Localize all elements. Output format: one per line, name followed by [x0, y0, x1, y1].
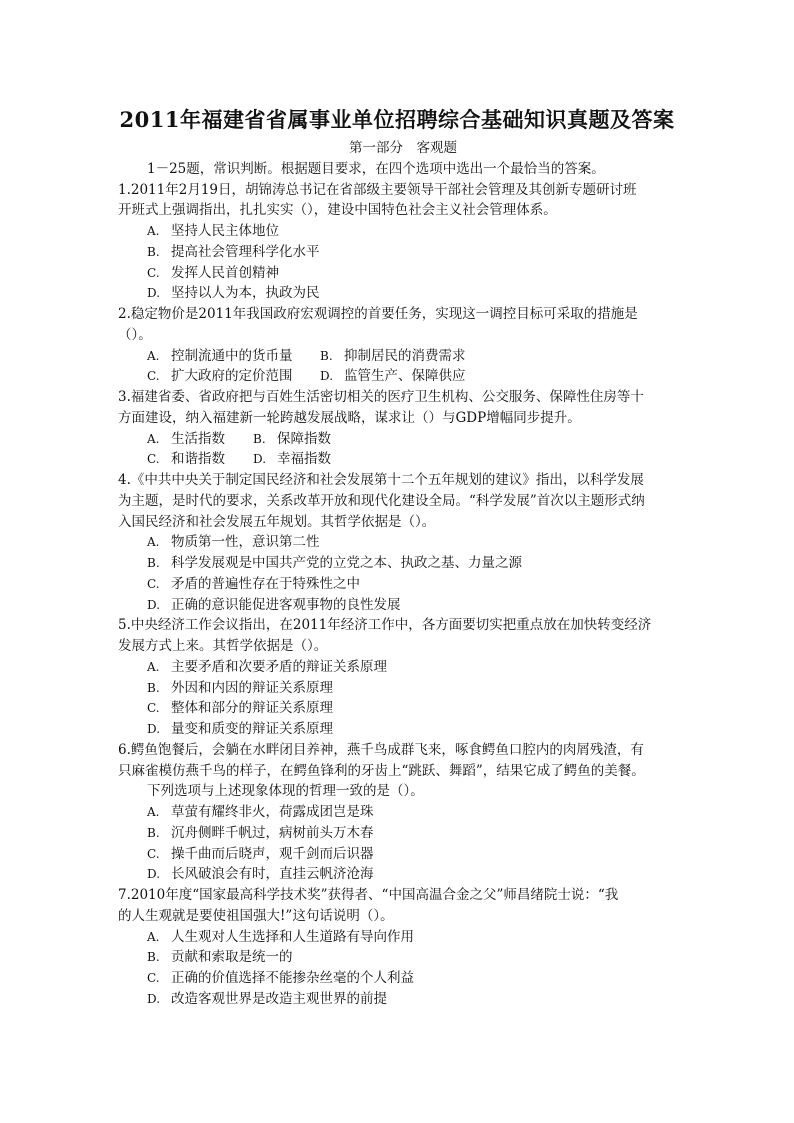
- question-6: [118, 740, 688, 885]
- option-label: A.: [147, 805, 160, 819]
- option-text: 人生观对人生选择和人生道路有导向作用: [171, 928, 414, 945]
- option-label: C.: [147, 369, 160, 384]
- option-label: B.: [147, 680, 160, 695]
- question-5: [118, 615, 688, 740]
- option-text: 物质第一性，意识第二性: [171, 534, 320, 551]
- option-label: A.: [147, 431, 160, 446]
- option-text: 控制流通中的货币量: [171, 347, 293, 364]
- option-a: [147, 346, 320, 367]
- option-a: [118, 532, 688, 553]
- option-c: [118, 968, 688, 989]
- option-row: [118, 346, 688, 367]
- question-stem-line: 为主题，是时代的要求，关系改革开放和现代化建设全局。“科学发展”首次以主题形式纳: [118, 492, 645, 509]
- option-text: 草萤有耀终非火，荷露成团岂是珠: [171, 804, 374, 820]
- question-stem-line: 2.稳定物价是2011年我国政府宏观调控的首要任务，实现这一调控目标可采取的措施是: [118, 306, 638, 322]
- question-7: [118, 885, 688, 1010]
- option-label: B.: [147, 244, 160, 259]
- option-a: [147, 429, 253, 450]
- question-stem-line: 6.鳄鱼饱餐后，会躺在水畔闭目养神，燕千鸟成群飞来，啄食鳄鱼口腔内的肉屑残渣，有: [118, 741, 644, 758]
- option-label: B.: [147, 556, 160, 570]
- question-stem-line: 只麻雀模仿燕千鸟的样子，在鳄鱼锋利的牙齿上“跳跃、舞蹈”，结果它成了鳄鱼的美餐。: [118, 762, 645, 779]
- option-label: B.: [147, 825, 160, 840]
- option-text: 矛盾的普遍性存在于特殊性之中: [171, 575, 360, 592]
- question-stem-line: 3.福建省委、省政府把与百姓生活密切相关的医疗卫生机构、公交服务、保障性住房等十: [118, 389, 644, 405]
- question-2: [118, 304, 688, 387]
- option-text: 抑制居民的消费需求: [344, 347, 466, 364]
- option-a: [118, 927, 688, 948]
- option-text: 科学发展观是中国共产党的立党之本、执政之基、力量之源: [171, 555, 522, 571]
- option-c: [118, 263, 688, 284]
- question-stem-line: 1.2011年2月19日，胡锦涛总书记在省部级主要领导干部社会管理及其创新专题研讨班: [118, 181, 637, 198]
- option-label: C.: [147, 846, 160, 861]
- question-stem-line: 7.2010年度“国家最高科学技术奖”获得者、“中国高温合金之父”师昌绪院士说：“我: [118, 887, 619, 903]
- option-text: 长风破浪会有时，直挂云帆济沧海: [171, 866, 374, 883]
- option-text: 提高社会管理科学化水平: [171, 243, 320, 260]
- option-text: 监管生产、保障供应: [344, 368, 466, 385]
- question-stem-line: 方面建设，纳入福建新一轮跨越发展战略，谋求让（）与GDP增幅同步提升。: [118, 409, 581, 426]
- document-title: 2011年福建省省属事业单位招聘综合基础知识真题及答案: [119, 107, 675, 132]
- question-stem-line: 4.《中共中央关于制定国民经济和社会发展第十二个五年规划的建议》指出，以科学发展: [118, 472, 644, 488]
- option-label: B.: [147, 950, 160, 965]
- option-text: 正确的意识能促进客观事物的良性发展: [171, 596, 401, 613]
- option-text: 生活指数: [171, 430, 225, 447]
- question-4: [118, 470, 688, 615]
- option-text: 坚持以人为本，执政为民: [171, 285, 320, 302]
- option-text: 改造客观世界是改造主观世界的前提: [171, 990, 387, 1007]
- option-a: [118, 221, 688, 242]
- option-c: [118, 574, 688, 595]
- option-d: [118, 595, 688, 616]
- option-label: D.: [147, 722, 161, 736]
- option-label: A.: [147, 348, 160, 363]
- option-label: D.: [147, 597, 161, 612]
- option-d: [320, 366, 493, 387]
- section-heading: 第一部分 客观题: [349, 140, 457, 156]
- option-text: 幸福指数: [277, 451, 331, 468]
- option-a: [118, 802, 688, 823]
- option-label: A.: [147, 224, 160, 238]
- option-c: [118, 698, 688, 719]
- option-c: [118, 844, 688, 865]
- option-text: 保障指数: [277, 430, 331, 447]
- option-text: 贡献和索取是统一的: [171, 949, 293, 966]
- option-b: [118, 678, 688, 699]
- option-label: C.: [147, 701, 160, 716]
- option-text: 扩大政府的定价范围: [171, 368, 293, 385]
- option-text: 发挥人民首创精神: [171, 264, 279, 281]
- option-text: 操千曲而后晓声，观千剑而后识器: [171, 845, 374, 862]
- option-label: C.: [147, 452, 160, 467]
- option-b: [118, 823, 688, 844]
- option-b: [118, 947, 688, 968]
- option-row: [118, 449, 688, 470]
- question-stem-line: 发展方式上来。其哲学依据是（）。: [118, 638, 328, 654]
- option-label: D.: [147, 867, 161, 882]
- option-label: A.: [147, 535, 160, 550]
- option-label: D.: [147, 286, 161, 301]
- option-label: C.: [147, 971, 160, 985]
- question-stem-line: 入国民经济和社会发展五年规划。其哲学依据是（）。: [118, 513, 436, 530]
- option-b: [118, 553, 688, 574]
- option-text: 整体和部分的辩证关系原理: [171, 700, 333, 717]
- question-stem-line: 5.中央经济工作会议指出，在2011年经济工作中，各方面要切实把重点放在加快转变经济: [118, 617, 652, 634]
- option-label: D.: [253, 452, 267, 467]
- option-label: B.: [253, 431, 266, 446]
- option-label: C.: [147, 265, 160, 280]
- option-c: [147, 449, 253, 470]
- option-row: [118, 366, 688, 387]
- option-label: D.: [147, 991, 161, 1006]
- option-label: B.: [320, 348, 333, 363]
- option-text: 外因和内因的辩证关系原理: [171, 679, 333, 696]
- option-b: [118, 242, 688, 263]
- option-label: C.: [147, 576, 160, 591]
- question-3: [118, 387, 688, 470]
- option-text: 和谐指数: [171, 451, 225, 468]
- option-d: [253, 449, 359, 470]
- option-text: 主要矛盾和次要矛盾的辩证关系原理: [171, 658, 387, 675]
- option-b: [253, 429, 359, 450]
- option-d: [118, 719, 688, 740]
- option-text: 量变和质变的辩证关系原理: [171, 721, 333, 737]
- option-label: A.: [147, 929, 160, 944]
- option-c: [147, 366, 320, 387]
- option-text: 坚持人民主体地位: [171, 223, 279, 239]
- option-text: 正确的价值选择不能掺杂丝毫的个人利益: [171, 970, 414, 986]
- question-stem-line: 开班式上强调指出，扎扎实实（），建设中国特色社会主义社会管理体系。: [118, 202, 557, 219]
- option-text: 沉舟侧畔千帆过，病树前头万木春: [171, 824, 374, 841]
- option-d: [118, 989, 688, 1010]
- option-d: [118, 864, 688, 885]
- document-body: [118, 138, 688, 1010]
- question-stem-line: （）。: [118, 326, 152, 343]
- instructions: 1－25题，常识判断。根据题目要求，在四个选项中选出一个最恰当的答案。: [147, 160, 605, 177]
- option-row: [118, 429, 688, 450]
- option-label: D.: [320, 369, 334, 384]
- question-1: [118, 180, 688, 305]
- question-stem-line: 的人生观就是要使祖国强大!”这句话说明（）。: [118, 907, 394, 924]
- option-label: A.: [147, 659, 160, 674]
- question-prompt: 下列选项与上述现象体现的哲理一致的是（）。: [147, 783, 424, 800]
- option-d: [118, 283, 688, 304]
- option-b: [320, 346, 493, 367]
- option-a: [118, 657, 688, 678]
